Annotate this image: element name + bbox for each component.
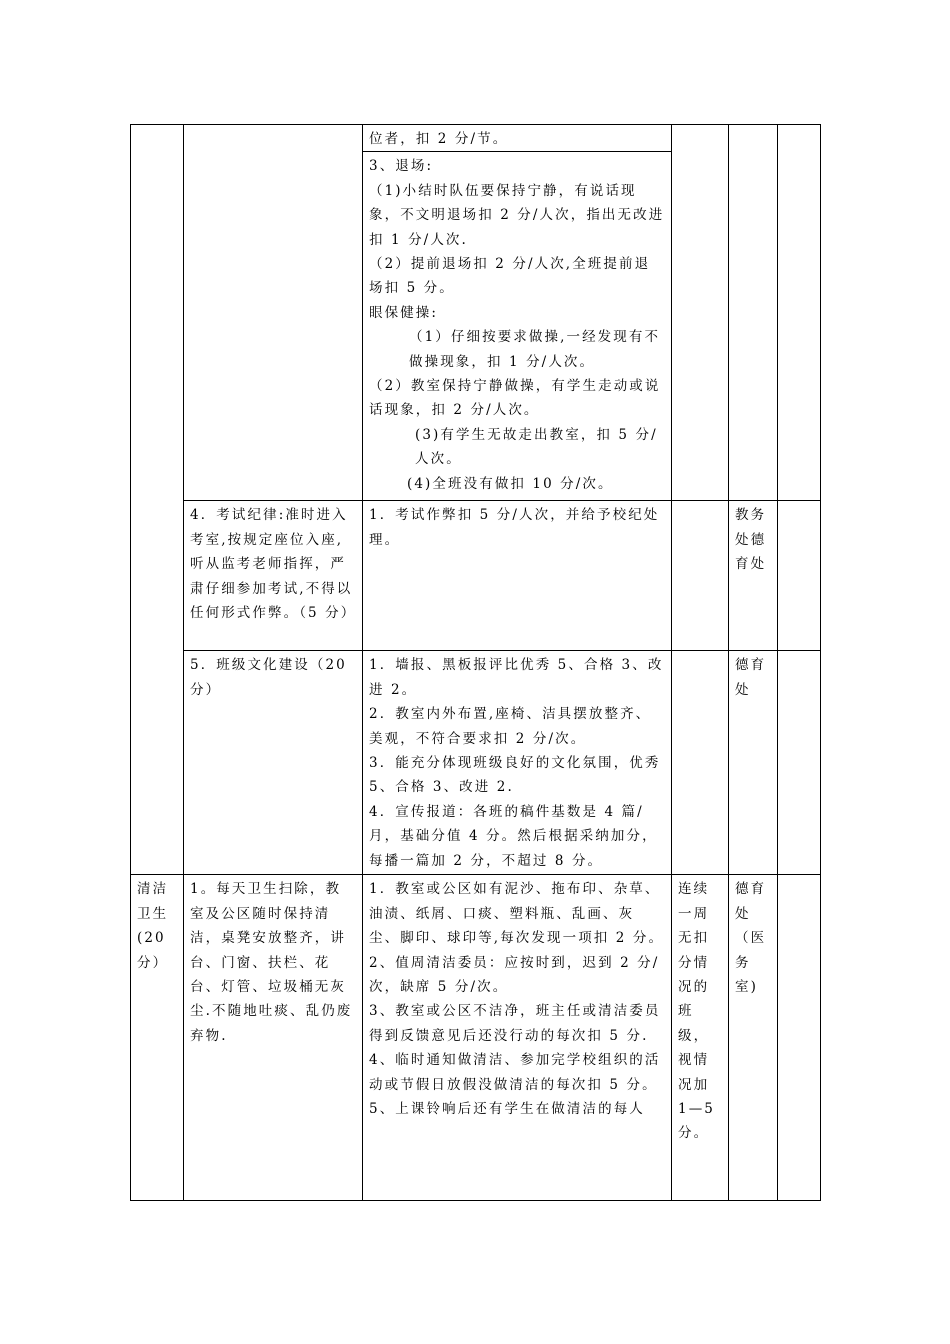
rules-cell: [363, 501, 672, 651]
bonus-cell-empty: [672, 501, 729, 651]
category-cell-empty: [131, 125, 184, 875]
table-row: [131, 875, 821, 1201]
table-row: [131, 651, 821, 875]
table-row: [131, 501, 821, 651]
category-cell: [131, 875, 184, 1201]
dept-cell: [729, 651, 778, 875]
rule-line: 3、教室或公区不洁净，班主任或清洁委员得到反馈意见后还没行动的每次扣 5 分.: [369, 1003, 661, 1044]
rule-line: (4)全班没有做扣 10 分/次。: [407, 475, 614, 492]
rule-line: 2．教室内外布置,座椅、洁具摆放整齐、美观，不符合要求扣 2 分/次。: [369, 706, 652, 747]
rule-line: 5、上课铃响后还有学生在做清洁的每人: [369, 1101, 645, 1118]
rules-cell: [363, 651, 672, 875]
standard-text: 5．班级文化建设（20 分）: [190, 657, 354, 698]
category-text: 清洁卫生(20分）: [137, 881, 169, 971]
rules-cell: [363, 152, 672, 501]
dept-cell-empty: [729, 125, 778, 501]
rules-cell: [363, 875, 672, 1201]
table-row: [131, 125, 821, 152]
rule-line: (3)有学生无故走出教室，扣 5 分/人次。: [415, 426, 658, 468]
rule-line: 1．墙报、黑板报评比优秀 5、合格 3、改进 2。: [369, 657, 664, 698]
rule-line: （2）提前退场扣 2 分/人次,全班提前退场扣 5 分。: [369, 256, 651, 297]
dept-cell: [729, 875, 778, 1201]
bonus-text: 连续一周无扣分情况的班级，视情况加 1—5 分。: [678, 881, 722, 1142]
standard-text: 1。每天卫生扫除，教室及公区随时保持清洁，桌凳安放整齐，讲台、门窗、扶栏、花台、灯管、垃圾桶无灰尘.不随地吐痰、乱仍废弃物.: [190, 881, 353, 1044]
rule-line: 2、值周清洁委员：应按时到，迟到 2 分/次，缺席 5 分/次。: [369, 954, 660, 996]
rule-line: 1．教室或公区如有泥沙、拖布印、杂草、油渍、纸屑、口痰、塑料瓶、乱画、灰尘、脚印、球印等,每次发现一项扣 2 分。: [369, 881, 665, 947]
rule-line: 眼保健操:: [369, 304, 439, 321]
rule-line: 3、退场:: [369, 158, 434, 175]
rule-line: （2）教室保持宁静做操，有学生走动或说话现象，扣 2 分/人次。: [369, 378, 661, 419]
rule-line: （1）仔细按要求做操,一经发现有不做操现象，扣 1 分/人次。: [409, 329, 661, 370]
rule-line: 4、临时通知做清洁、参加完学校组织的活动或节假日放假没做清洁的每次扣 5 分。: [369, 1052, 661, 1093]
standard-cell: [184, 651, 363, 875]
dept-text: 德育处: [735, 657, 767, 698]
rule-line: （1)小结时队伍要保持宁静，有说话现象，不文明退场扣 2 分/人次，指出无改进扣 1 分/人次.: [369, 182, 665, 248]
standard-text: 4．考试纪律:准时进入考室,按规定座位入座,听从监考老师指挥，严肃仔细参加考试,不得以任何形式作弊。（5 分）: [190, 507, 357, 622]
rule-line: 3．能充分体现班级良好的文化氛围，优秀 5、合格 3、改进 2.: [369, 755, 667, 796]
standard-cell-empty: [184, 125, 363, 501]
bonus-cell: [672, 875, 729, 1201]
rule-line: 1．考试作弊扣 5 分/人次，并给予校纪处理。: [369, 507, 660, 548]
note-cell-empty: [778, 875, 821, 1201]
dept-cell: [729, 501, 778, 651]
standard-cell: [184, 501, 363, 651]
bonus-cell-empty: [672, 125, 729, 501]
evaluation-table: [130, 124, 821, 1201]
dept-text: 教务处德育处: [735, 507, 767, 573]
standard-cell: [184, 875, 363, 1201]
rule-line: 位者，扣 2 分/节。: [369, 131, 509, 147]
dept-text: 德育处（医务室): [735, 881, 767, 996]
note-cell-empty: [778, 125, 821, 501]
bonus-cell-empty: [672, 651, 729, 875]
note-cell-empty: [778, 651, 821, 875]
rule-line: 4．宣传报道：各班的稿件基数是 4 篇/月，基础分值 4 分。然后根据采纳加分，每播一篇加 2 分，不超过 8 分。: [369, 803, 658, 869]
rules-cell: [363, 125, 672, 152]
note-cell-empty: [778, 501, 821, 651]
